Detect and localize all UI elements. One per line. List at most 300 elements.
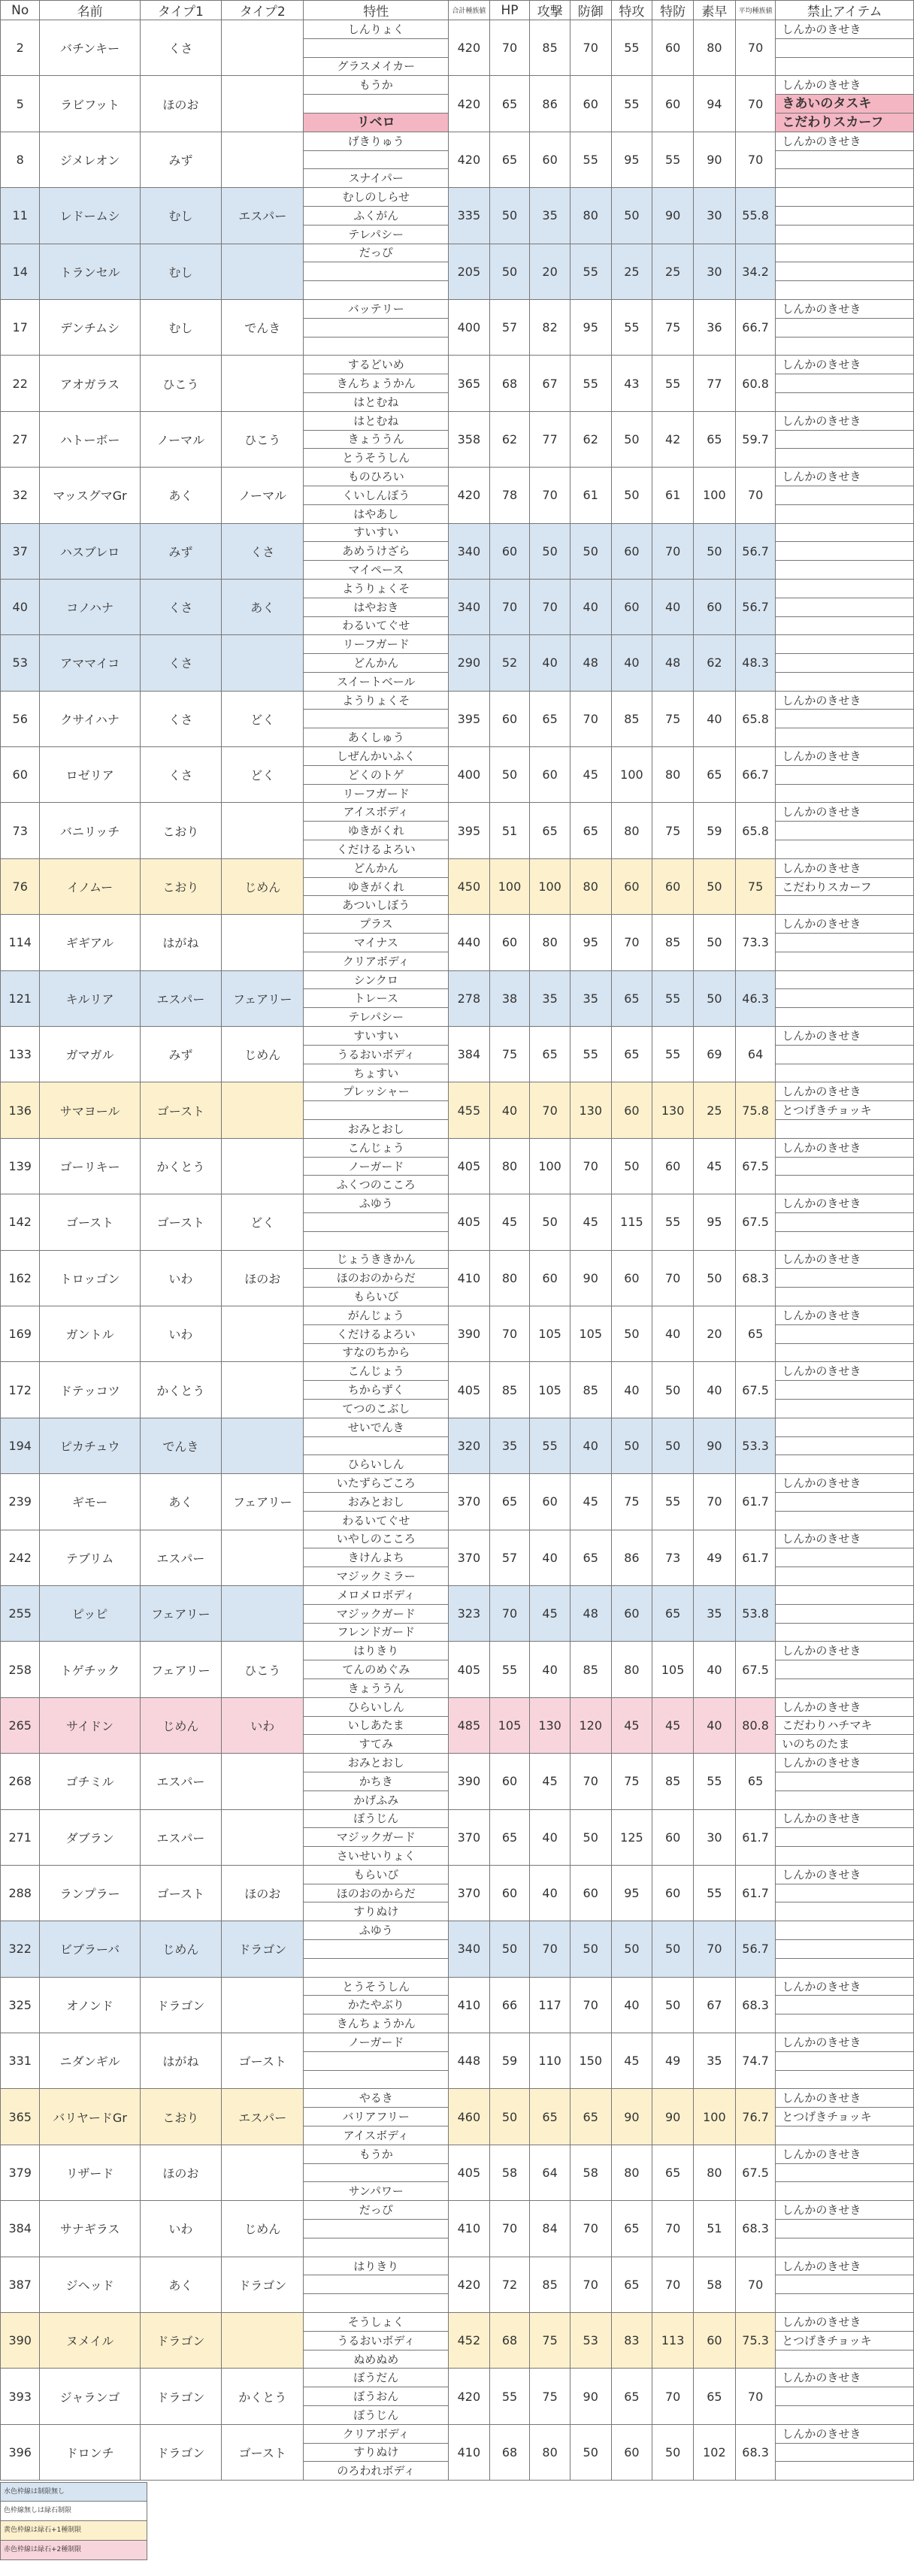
speed-cell: 77 xyxy=(693,356,735,411)
ability-cell: わるいてぐせ xyxy=(304,616,449,635)
pokemon-no-cell: 239 xyxy=(1,1474,40,1530)
banned-item-cell xyxy=(776,57,914,76)
type1-cell: エスパー xyxy=(140,1754,221,1809)
banned-item-cell xyxy=(776,1790,914,1809)
hp-cell: 55 xyxy=(489,1642,530,1697)
sp-attack-cell: 50 xyxy=(611,188,652,244)
pokemon-no-cell: 121 xyxy=(1,970,40,1026)
ability-cell xyxy=(304,2051,449,2070)
banned-item-cell xyxy=(776,1772,914,1790)
sp-attack-cell: 40 xyxy=(611,1977,652,2033)
sp-defense-cell: 70 xyxy=(652,1250,694,1306)
ability-cell: いしあたま xyxy=(304,1716,449,1735)
defense-cell: 40 xyxy=(570,1418,611,1473)
speed-cell: 60 xyxy=(693,579,735,634)
pokemon-name-cell: ヌメイル xyxy=(40,2313,140,2369)
type1-cell: あく xyxy=(140,1474,221,1530)
type2-cell xyxy=(222,635,304,691)
ability-cell xyxy=(304,2070,449,2089)
type1-cell: ドラゴン xyxy=(140,2369,221,2424)
type1-cell: はがね xyxy=(140,2033,221,2089)
defense-cell: 95 xyxy=(570,299,611,355)
table-row xyxy=(1,1194,914,1213)
header-type2: タイプ2 xyxy=(222,1,304,20)
type1-cell: くさ xyxy=(140,20,221,76)
pokemon-no-cell: 114 xyxy=(1,915,40,970)
defense-cell: 120 xyxy=(570,1697,611,1753)
type2-cell: ゴースト xyxy=(222,2033,304,2089)
type2-cell xyxy=(222,1362,304,1418)
banned-item-cell xyxy=(776,337,914,356)
speed-cell: 30 xyxy=(693,188,735,244)
type1-cell: ゴースト xyxy=(140,1082,221,1138)
total-stat-cell: 365 xyxy=(449,356,490,411)
banned-item-cell xyxy=(776,1585,914,1604)
banned-item-cell xyxy=(776,1343,914,1362)
header-ability: 特性 xyxy=(304,1,449,20)
table-row xyxy=(1,1362,914,1381)
sp-defense-cell: 60 xyxy=(652,76,694,132)
average-cell: 65.8 xyxy=(735,803,776,858)
sp-defense-cell: 73 xyxy=(652,1530,694,1585)
type1-cell: みず xyxy=(140,1027,221,1082)
header-defense: 防御 xyxy=(570,1,611,20)
type2-cell xyxy=(222,2145,304,2200)
sp-defense-cell: 50 xyxy=(652,1418,694,1473)
ability-cell: だっぴ xyxy=(304,244,449,262)
banned-item-cell xyxy=(776,1324,914,1343)
sp-defense-cell: 113 xyxy=(652,2313,694,2369)
ability-cell: ちょすい xyxy=(304,1064,449,1082)
header-speed: 素早 xyxy=(693,1,735,20)
pokemon-no-cell: 53 xyxy=(1,635,40,691)
average-cell: 61.7 xyxy=(735,1809,776,1865)
sp-defense-cell: 60 xyxy=(652,858,694,914)
sp-defense-cell: 65 xyxy=(652,1585,694,1641)
ability-cell: グラスメイカー xyxy=(304,57,449,76)
table-row xyxy=(1,2033,914,2052)
type2-cell: ひこう xyxy=(222,411,304,467)
speed-cell: 100 xyxy=(693,2089,735,2145)
banned-item-cell xyxy=(776,1678,914,1697)
pokemon-no-cell: 133 xyxy=(1,1027,40,1082)
average-cell: 67.5 xyxy=(735,2145,776,2200)
hp-cell: 57 xyxy=(489,1530,530,1585)
banned-item-cell: しんかのきせき xyxy=(776,1642,914,1660)
hp-cell: 45 xyxy=(489,1194,530,1250)
ability-cell: だっぴ xyxy=(304,2201,449,2220)
ability-cell: マイペース xyxy=(304,561,449,580)
banned-item-cell: しんかのきせき xyxy=(776,2424,914,2443)
sp-defense-cell: 25 xyxy=(652,244,694,299)
sp-attack-cell: 125 xyxy=(611,1809,652,1865)
ability-cell: じょうききかん xyxy=(304,1250,449,1269)
attack-cell: 35 xyxy=(530,188,570,244)
ability-cell: きけんよち xyxy=(304,1548,449,1567)
pokemon-name-cell: ジメレオン xyxy=(40,132,140,187)
pokemon-no-cell: 5 xyxy=(1,76,40,132)
type1-cell: むし xyxy=(140,299,221,355)
attack-cell: 85 xyxy=(530,20,570,76)
attack-cell: 65 xyxy=(530,2089,570,2145)
banned-item-cell xyxy=(776,281,914,300)
type2-cell xyxy=(222,132,304,187)
speed-cell: 55 xyxy=(693,1754,735,1809)
ability-cell: マイナス xyxy=(304,934,449,952)
ability-cell: げきりゅう xyxy=(304,132,449,150)
attack-cell: 100 xyxy=(530,858,570,914)
type1-cell: ゴースト xyxy=(140,1865,221,1921)
ability-cell: ちからずく xyxy=(304,1381,449,1400)
banned-item-cell xyxy=(776,2051,914,2070)
pokemon-name-cell: ドロンチ xyxy=(40,2424,140,2480)
pokemon-name-cell: アオガラス xyxy=(40,356,140,411)
hp-cell: 68 xyxy=(489,2424,530,2480)
defense-cell: 70 xyxy=(570,691,611,746)
table-row xyxy=(1,2424,914,2443)
sp-attack-cell: 60 xyxy=(611,858,652,914)
pokemon-no-cell: 11 xyxy=(1,188,40,244)
ability-cell: きょううん xyxy=(304,430,449,449)
ability-cell: すいすい xyxy=(304,1027,449,1046)
banned-item-cell: しんかのきせき xyxy=(776,1362,914,1381)
attack-cell: 105 xyxy=(530,1362,570,1418)
ability-cell: のろわれボディ xyxy=(304,2462,449,2481)
pokemon-name-cell: ギモー xyxy=(40,1474,140,1530)
average-cell: 68.3 xyxy=(735,2424,776,2480)
table-row xyxy=(1,1697,914,1716)
table-row xyxy=(1,244,914,262)
hp-cell: 68 xyxy=(489,356,530,411)
average-cell: 68.3 xyxy=(735,2201,776,2257)
ability-cell xyxy=(304,1101,449,1120)
total-stat-cell: 335 xyxy=(449,188,490,244)
banned-item-cell: しんかのきせき xyxy=(776,356,914,374)
average-cell: 65 xyxy=(735,1754,776,1809)
average-cell: 56.7 xyxy=(735,579,776,634)
pokemon-name-cell: イノムー xyxy=(40,858,140,914)
average-cell: 70 xyxy=(735,2257,776,2312)
ability-cell: ようりょくそ xyxy=(304,691,449,710)
type1-cell: じめん xyxy=(140,1697,221,1753)
table-row xyxy=(1,2313,914,2332)
table-row xyxy=(1,579,914,598)
ability-cell: どくのトゲ xyxy=(304,765,449,784)
banned-item-cell xyxy=(776,1921,914,1940)
hp-cell: 57 xyxy=(489,299,530,355)
banned-item-cell xyxy=(776,840,914,859)
defense-cell: 53 xyxy=(570,2313,611,2369)
attack-cell: 65 xyxy=(530,691,570,746)
banned-item-cell xyxy=(776,1176,914,1194)
type1-cell: みず xyxy=(140,132,221,187)
speed-cell: 80 xyxy=(693,20,735,76)
banned-item-cell xyxy=(776,150,914,169)
average-cell: 70 xyxy=(735,2369,776,2424)
sp-attack-cell: 95 xyxy=(611,132,652,187)
total-stat-cell: 405 xyxy=(449,1362,490,1418)
table-row xyxy=(1,2257,914,2275)
sp-defense-cell: 50 xyxy=(652,1921,694,1977)
pokemon-no-cell: 56 xyxy=(1,691,40,746)
ability-cell: いたずらごころ xyxy=(304,1474,449,1493)
total-stat-cell: 340 xyxy=(449,1921,490,1977)
banned-item-cell xyxy=(776,2387,914,2406)
ability-cell: はやあし xyxy=(304,504,449,523)
banned-item-cell: しんかのきせき xyxy=(776,1250,914,1269)
type1-cell: エスパー xyxy=(140,970,221,1026)
sp-attack-cell: 50 xyxy=(611,1921,652,1977)
attack-cell: 35 xyxy=(530,970,570,1026)
banned-item-cell xyxy=(776,2070,914,2089)
type1-cell: くさ xyxy=(140,747,221,803)
pokemon-no-cell: 322 xyxy=(1,1921,40,1977)
type2-cell xyxy=(222,1754,304,1809)
total-stat-cell: 440 xyxy=(449,915,490,970)
ability-cell: はりきり xyxy=(304,1642,449,1660)
banned-item-cell: しんかのきせき xyxy=(776,1809,914,1828)
banned-item-cell xyxy=(776,1884,914,1902)
total-stat-cell: 410 xyxy=(449,2201,490,2257)
banned-item-cell: とつげきチョッキ xyxy=(776,2331,914,2350)
sp-defense-cell: 75 xyxy=(652,803,694,858)
ability-cell: ぼうだん xyxy=(304,2369,449,2387)
ability-cell: せいでんき xyxy=(304,1418,449,1436)
ability-cell: ゆきがくれ xyxy=(304,877,449,896)
pokemon-name-cell: クサイハナ xyxy=(40,691,140,746)
banned-item-cell xyxy=(776,1288,914,1306)
table-row xyxy=(1,356,914,374)
table-row xyxy=(1,299,914,318)
banned-item-cell: しんかのきせき xyxy=(776,1697,914,1716)
ability-cell: かちき xyxy=(304,1772,449,1790)
banned-item-cell xyxy=(776,1847,914,1866)
defense-cell: 70 xyxy=(570,1977,611,2033)
type2-cell xyxy=(222,76,304,132)
hp-cell: 70 xyxy=(489,20,530,76)
pokemon-name-cell: サイドン xyxy=(40,1697,140,1753)
ability-cell: くだけるよろい xyxy=(304,840,449,859)
banned-item-cell xyxy=(776,542,914,561)
header-no: No xyxy=(1,1,40,20)
speed-cell: 50 xyxy=(693,970,735,1026)
type1-cell: かくとう xyxy=(140,1138,221,1194)
attack-cell: 60 xyxy=(530,747,570,803)
average-cell: 56.7 xyxy=(735,1921,776,1977)
banned-item-cell xyxy=(776,822,914,840)
type1-cell: じめん xyxy=(140,1921,221,1977)
speed-cell: 62 xyxy=(693,635,735,691)
type1-cell: エスパー xyxy=(140,1530,221,1585)
hp-cell: 85 xyxy=(489,1362,530,1418)
table-row xyxy=(1,858,914,877)
pokemon-name-cell: ギギアル xyxy=(40,915,140,970)
average-cell: 70 xyxy=(735,468,776,523)
pokemon-no-cell: 384 xyxy=(1,2201,40,2257)
hp-cell: 50 xyxy=(489,2089,530,2145)
type2-cell: じめん xyxy=(222,1027,304,1082)
ability-cell: しぜんかいふく xyxy=(304,747,449,766)
attack-cell: 105 xyxy=(530,1306,570,1361)
sp-attack-cell: 80 xyxy=(611,2145,652,2200)
banned-item-cell xyxy=(776,523,914,542)
average-cell: 75.3 xyxy=(735,2313,776,2369)
average-cell: 76.7 xyxy=(735,2089,776,2145)
total-stat-cell: 405 xyxy=(449,1138,490,1194)
defense-cell: 95 xyxy=(570,915,611,970)
sp-defense-cell: 50 xyxy=(652,1977,694,2033)
sp-attack-cell: 25 xyxy=(611,244,652,299)
ability-cell: はやおき xyxy=(304,598,449,616)
average-cell: 55.8 xyxy=(735,188,776,244)
speed-cell: 35 xyxy=(693,2033,735,2089)
table-row xyxy=(1,747,914,766)
pokemon-no-cell: 271 xyxy=(1,1809,40,1865)
banned-item-cell xyxy=(776,952,914,970)
pokemon-name-cell: バチンキー xyxy=(40,20,140,76)
table-row xyxy=(1,2145,914,2163)
hp-cell: 80 xyxy=(489,1250,530,1306)
hp-cell: 59 xyxy=(489,2033,530,2089)
total-stat-cell: 420 xyxy=(449,76,490,132)
pokemon-no-cell: 22 xyxy=(1,356,40,411)
header-hp: HP xyxy=(489,1,530,20)
ability-cell xyxy=(304,1958,449,1977)
type2-cell: ドラゴン xyxy=(222,1921,304,1977)
type2-cell xyxy=(222,2313,304,2369)
attack-cell: 75 xyxy=(530,2369,570,2424)
banned-item-cell xyxy=(776,2275,914,2294)
defense-cell: 55 xyxy=(570,356,611,411)
ability-cell: くだけるよろい xyxy=(304,1324,449,1343)
speed-cell: 40 xyxy=(693,1642,735,1697)
speed-cell: 40 xyxy=(693,691,735,746)
speed-cell: 90 xyxy=(693,132,735,187)
ability-cell: ぼうじん xyxy=(304,1809,449,1828)
attack-cell: 117 xyxy=(530,1977,570,2033)
pokemon-no-cell: 32 xyxy=(1,468,40,523)
sp-attack-cell: 65 xyxy=(611,970,652,1026)
table-row xyxy=(1,1530,914,1548)
sp-defense-cell: 55 xyxy=(652,970,694,1026)
speed-cell: 45 xyxy=(693,1138,735,1194)
banned-item-cell xyxy=(776,1157,914,1176)
pokemon-name-cell: テブリム xyxy=(40,1530,140,1585)
type2-cell xyxy=(222,915,304,970)
color-legend xyxy=(0,2482,147,2560)
total-stat-cell: 395 xyxy=(449,803,490,858)
attack-cell: 100 xyxy=(530,1138,570,1194)
total-stat-cell: 420 xyxy=(449,20,490,76)
average-cell: 67.5 xyxy=(735,1194,776,1250)
pokemon-no-cell: 40 xyxy=(1,579,40,634)
speed-cell: 90 xyxy=(693,1418,735,1473)
banned-item-cell xyxy=(776,449,914,468)
ability-cell xyxy=(304,318,449,337)
banned-item-cell xyxy=(776,1455,914,1474)
sp-attack-cell: 45 xyxy=(611,1697,652,1753)
defense-cell: 70 xyxy=(570,2257,611,2312)
type2-cell xyxy=(222,1809,304,1865)
attack-cell: 40 xyxy=(530,635,570,691)
ability-cell: もうか xyxy=(304,2145,449,2163)
banned-item-cell xyxy=(776,1996,914,2014)
sp-defense-cell: 40 xyxy=(652,579,694,634)
defense-cell: 90 xyxy=(570,1250,611,1306)
attack-cell: 82 xyxy=(530,299,570,355)
banned-item-cell xyxy=(776,169,914,188)
pokemon-name-cell: ランプラー xyxy=(40,1865,140,1921)
banned-item-cell: こだわりスカーフ xyxy=(776,113,914,132)
ability-cell: うるおいボディ xyxy=(304,1045,449,1064)
total-stat-cell: 320 xyxy=(449,1418,490,1473)
sp-attack-cell: 80 xyxy=(611,803,652,858)
ability-cell: ほのおのからだ xyxy=(304,1884,449,1902)
ability-cell: いやしのこころ xyxy=(304,1530,449,1548)
ability-cell: うるおいボディ xyxy=(304,2331,449,2350)
banned-item-cell: しんかのきせき xyxy=(776,1865,914,1884)
average-cell: 53.8 xyxy=(735,1585,776,1641)
table-row xyxy=(1,1977,914,1996)
average-cell: 46.3 xyxy=(735,970,776,1026)
average-cell: 59.7 xyxy=(735,411,776,467)
sp-attack-cell: 65 xyxy=(611,2201,652,2257)
speed-cell: 51 xyxy=(693,2201,735,2257)
ability-cell xyxy=(304,1940,449,1959)
type1-cell: フェアリー xyxy=(140,1642,221,1697)
attack-cell: 110 xyxy=(530,2033,570,2089)
banned-item-cell xyxy=(776,1902,914,1921)
banned-item-cell xyxy=(776,486,914,504)
average-cell: 66.7 xyxy=(735,747,776,803)
attack-cell: 60 xyxy=(530,1250,570,1306)
defense-cell: 48 xyxy=(570,635,611,691)
banned-item-cell xyxy=(776,244,914,262)
ability-cell: しんりょく xyxy=(304,20,449,39)
banned-item-cell xyxy=(776,374,914,393)
ability-cell: がんじょう xyxy=(304,1306,449,1324)
banned-item-cell: しんかのきせき xyxy=(776,299,914,318)
sp-attack-cell: 55 xyxy=(611,20,652,76)
average-cell: 75 xyxy=(735,858,776,914)
banned-item-cell: しんかのきせき xyxy=(776,1530,914,1548)
total-stat-cell: 395 xyxy=(449,691,490,746)
type1-cell: ほのお xyxy=(140,2145,221,2200)
ability-cell: きょううん xyxy=(304,1678,449,1697)
sp-defense-cell: 60 xyxy=(652,1865,694,1921)
banned-item-cell xyxy=(776,1940,914,1959)
pokemon-no-cell: 60 xyxy=(1,747,40,803)
sp-defense-cell: 60 xyxy=(652,1138,694,1194)
banned-item-cell xyxy=(776,2443,914,2462)
type2-cell: どく xyxy=(222,691,304,746)
banned-item-cell xyxy=(776,1492,914,1511)
pokemon-name-cell: ロゼリア xyxy=(40,747,140,803)
average-cell: 61.7 xyxy=(735,1474,776,1530)
table-row xyxy=(1,523,914,542)
average-cell: 65.8 xyxy=(735,691,776,746)
ability-cell: おみとおし xyxy=(304,1120,449,1139)
type1-cell: こおり xyxy=(140,803,221,858)
sp-defense-cell: 90 xyxy=(652,188,694,244)
banned-item-cell xyxy=(776,579,914,598)
ability-cell: ぬめぬめ xyxy=(304,2350,449,2369)
banned-item-cell xyxy=(776,2462,914,2481)
ability-cell xyxy=(304,95,449,114)
average-cell: 70 xyxy=(735,76,776,132)
pokemon-name-cell: ニダンギル xyxy=(40,2033,140,2089)
ability-cell: クリアボディ xyxy=(304,952,449,970)
